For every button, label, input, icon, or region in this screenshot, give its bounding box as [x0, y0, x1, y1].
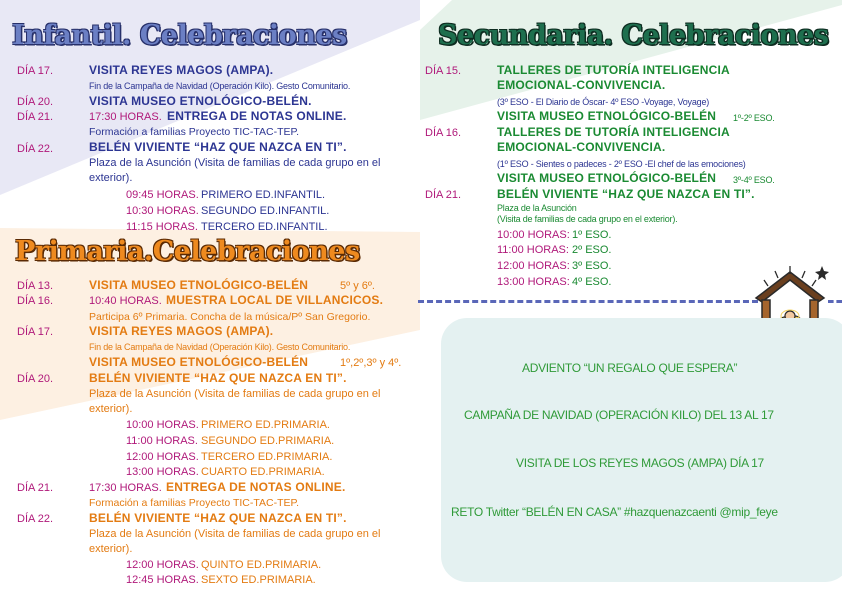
infantil-time: 17:30 HORAS. — [89, 111, 162, 123]
secundaria-date: DÍA 16. — [425, 127, 462, 139]
primaria-row-text: PRIMERO ED.PRIMARIA. — [201, 419, 330, 431]
secundaria-event-extra: 1º-2º ESO. — [733, 113, 775, 123]
primaria-event-extra: 5º y 6º. — [340, 280, 375, 292]
infantil-date: DÍA 21. — [17, 111, 54, 123]
infantil-event-sub: Formación a familias Proyecto TIC-TAC-TEP. — [89, 126, 300, 138]
secundaria-row-time: 11:00 HORAS: — [497, 244, 569, 256]
primaria-time: 10:40 HORAS. — [89, 295, 162, 307]
star-icon — [815, 266, 829, 280]
secundaria-row-time: 13:00 HORAS: — [497, 276, 570, 288]
primaria-event-title: BELÉN VIVIENTE “HAZ QUE NAZCA EN TI”. — [89, 371, 347, 385]
info-panel — [441, 318, 842, 582]
infantil-date: DÍA 22. — [17, 143, 54, 155]
primaria-event-extra: 1º,2º,3º y 4º. — [340, 357, 402, 369]
infantil-date: DÍA 17. — [17, 65, 54, 77]
primaria-event-sub: Formación a familias Proyecto TIC-TAC-TEP. — [89, 497, 300, 509]
primaria-row-time: 13:00 HORAS. — [126, 466, 199, 478]
primaria-event-title: VISITA REYES MAGOS (AMPA). — [89, 324, 274, 338]
secundaria-event-extra: 3º-4º ESO. — [733, 175, 775, 185]
infantil-event-sub: exterior). — [89, 172, 133, 184]
primaria-event-sub: exterior). — [89, 403, 133, 415]
secundaria-event-title: EMOCIONAL-CONVIVENCIA. — [497, 78, 666, 92]
infantil-row-text: SEGUNDO ED.INFANTIL. — [201, 205, 330, 217]
secundaria-event-title: BELÉN VIVIENTE “HAZ QUE NAZCA EN TI”. — [497, 187, 755, 201]
infantil-event-sub: Plaza de la Asunción (Visita de familias de cada grupo en el — [89, 157, 381, 169]
primaria-row-text: CUARTO ED.PRIMARIA. — [201, 466, 325, 478]
secundaria-date: DÍA 15. — [425, 65, 462, 77]
secundaria-event-sub: (1º ESO - Sientes o padeces - 2º ESO -El chef de las emociones) — [497, 159, 746, 169]
primaria-event-sub: Plaza de la Asunción (Visita de familias de cada grupo en el — [89, 528, 381, 540]
secundaria-row-time: 12:00 HORAS: — [497, 260, 570, 272]
infantil-date: DÍA 20. — [17, 96, 54, 108]
secundaria-event-title: VISITA MUSEO ETNOLÓGICO-BELÉN — [497, 109, 717, 123]
infantil-row-text: TERCERO ED.INFANTIL. — [201, 221, 328, 233]
primaria-row-text: SEGUNDO ED.PRIMARIA. — [201, 435, 335, 447]
infantil-event-title: ENTREGA DE NOTAS ONLINE. — [167, 109, 347, 123]
primaria-row-time: 12:00 HORAS. — [126, 451, 199, 463]
secundaria-event-sub: Plaza de la Asunción — [497, 203, 577, 213]
primaria-date: DÍA 21. — [17, 482, 54, 494]
infantil-row-time: 10:30 HORAS. — [126, 205, 199, 217]
primaria-date: DÍA 22. — [17, 513, 54, 525]
infantil-row-time: 09:45 HORAS. — [126, 189, 199, 201]
primaria-row-time: 11:00 HORAS. — [126, 435, 198, 447]
primaria-date: DÍA 20. — [17, 373, 54, 385]
panel-line: ADVIENTO “UN REGALO QUE ESPERA” — [522, 361, 738, 375]
secundaria-row-text: 4º ESO. — [572, 276, 612, 288]
infantil-event-sub: Fin de la Campaña de Navidad (Operación Kilo). Gesto Comunitario. — [89, 81, 351, 91]
secundaria-event-sub: (Visita de familias de cada grupo en el exterior). — [497, 214, 678, 224]
primaria-event-title: BELÉN VIVIENTE “HAZ QUE NAZCA EN TI”. — [89, 511, 347, 525]
primaria-event-sub: Plaza de la Asunción (Visita de familias de cada grupo en el — [89, 388, 381, 400]
primaria-event-sub: Participa 6º Primaria. Concha de la música/Pº San Gregorio. — [89, 311, 371, 323]
primaria-date: DÍA 17. — [17, 326, 54, 338]
secundaria-event-sub: (3º ESO - El Diario de Óscar- 4º ESO -Voyage, Voyage) — [497, 97, 710, 107]
dashed-divider — [418, 300, 758, 303]
primaria-row-text: QUINTO ED.PRIMARIA. — [201, 559, 322, 571]
primaria-row-time: 12:00 HORAS. — [126, 559, 199, 571]
primaria-event-sub: Fin de la Campaña de Navidad (Operación Kilo). Gesto Comunitario. — [89, 342, 351, 352]
panel-line: RETO Twitter “BELÉN EN CASA” #hazquenazcaenti @mip_feye — [451, 505, 778, 519]
secundaria-row-time: 10:00 HORAS: — [497, 229, 570, 241]
infantil-row-time: 11:15 HORAS. — [126, 221, 198, 233]
secundaria-event-title: TALLERES DE TUTORÍA INTELIGENCIA — [497, 63, 730, 77]
primaria-row-text: SEXTO ED.PRIMARIA. — [201, 574, 316, 586]
primaria-event-title: ENTREGA DE NOTAS ONLINE. — [166, 480, 346, 494]
primaria-date: DÍA 16. — [17, 295, 54, 307]
primaria-date: DÍA 13. — [17, 280, 54, 292]
primaria-event-title: VISITA MUSEO ETNOLÓGICO-BELÉN — [89, 355, 309, 369]
primaria-row-time: 12:45 HORAS. — [126, 574, 199, 586]
secundaria-event-title: TALLERES DE TUTORÍA INTELIGENCIA — [497, 125, 730, 139]
primaria-time: 17:30 HORAS. — [89, 482, 162, 494]
secundaria-date: DÍA 21. — [425, 189, 462, 201]
primaria-row-time: 10:00 HORAS. — [126, 419, 199, 431]
infantil-event-title: VISITA MUSEO ETNOLÓGICO-BELÉN. — [89, 94, 312, 108]
panel-line: VISITA DE LOS REYES MAGOS (AMPA) DÍA 17 — [516, 456, 764, 470]
secundaria-event-title: EMOCIONAL-CONVIVENCIA. — [497, 140, 666, 154]
infantil-event-title: VISITA REYES MAGOS (AMPA). — [89, 63, 274, 77]
primaria-event-sub: exterior). — [89, 543, 133, 555]
secundaria-row-text: 1º ESO. — [572, 229, 612, 241]
infantil-title: Infantil. Celebraciones — [12, 20, 347, 51]
secundaria-row-text: 3º ESO. — [572, 260, 612, 272]
secundaria-row-text: 2º ESO. — [572, 244, 612, 256]
primaria-row-text: TERCERO ED.PRIMARIA. — [201, 451, 333, 463]
primaria-title: Primaria.Celebraciones — [15, 236, 360, 267]
secundaria-title: Secundaria. Celebraciones — [438, 20, 829, 51]
panel-line: CAMPAÑA DE NAVIDAD (OPERACIÓN KILO) DEL 13 AL 17 — [464, 408, 774, 422]
infantil-event-title: BELÉN VIVIENTE “HAZ QUE NAZCA EN TI”. — [89, 140, 347, 154]
secundaria-event-title: VISITA MUSEO ETNOLÓGICO-BELÉN — [497, 171, 717, 185]
primaria-event-title: VISITA MUSEO ETNOLÓGICO-BELÉN — [89, 278, 309, 292]
primaria-event-title: MUESTRA LOCAL DE VILLANCICOS. — [166, 293, 384, 307]
infantil-row-text: PRIMERO ED.INFANTIL. — [201, 189, 326, 201]
